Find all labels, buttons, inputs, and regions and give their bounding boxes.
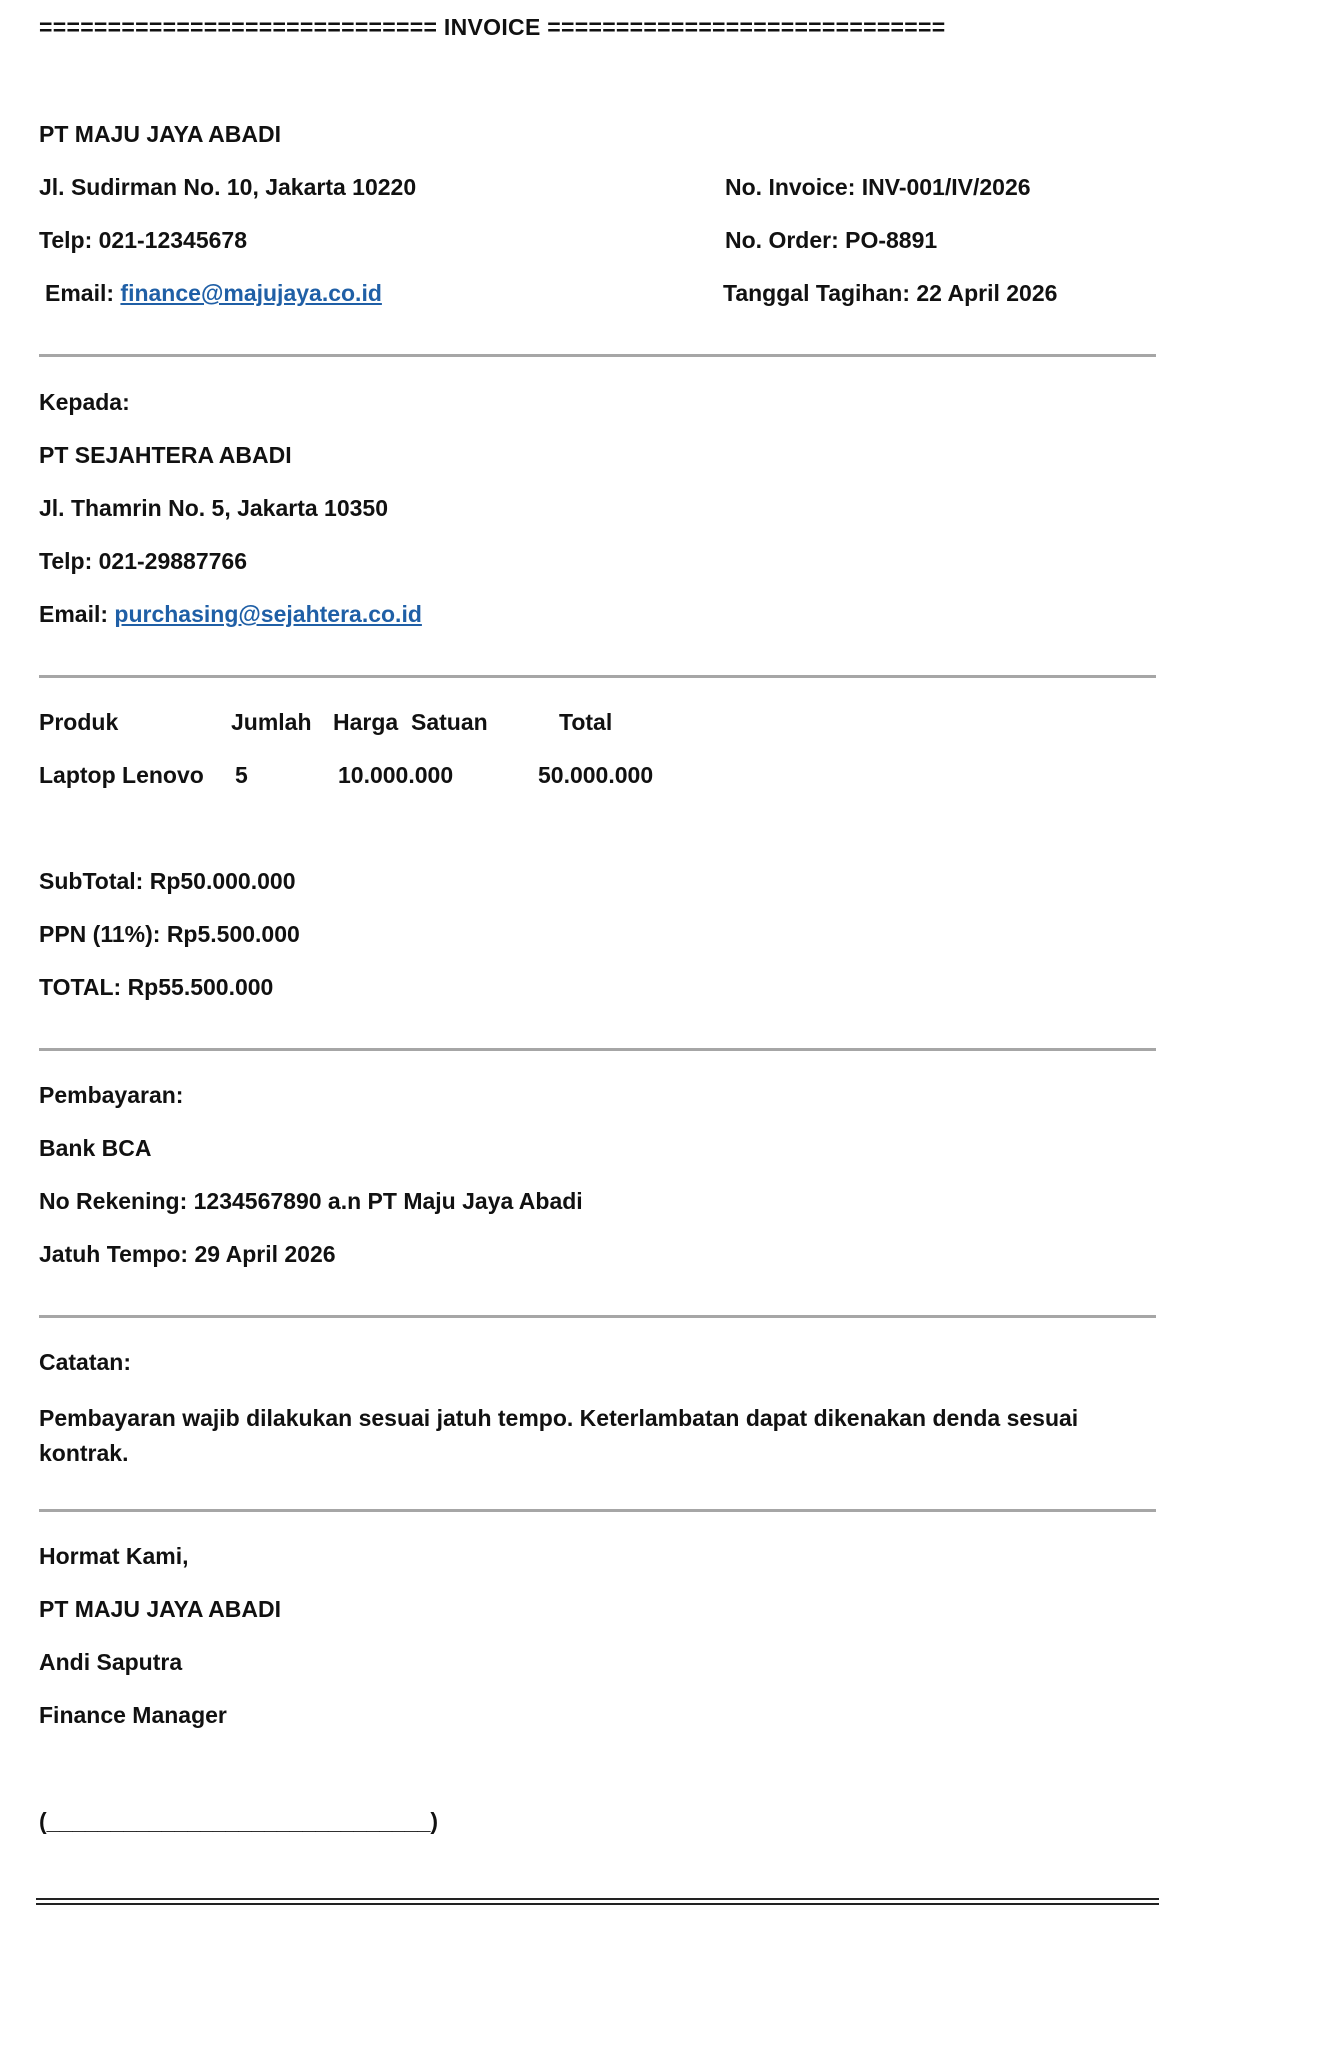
item-unit-price: 10.000.000 — [338, 762, 454, 788]
divider — [39, 1315, 1156, 1318]
item-quantity: 5 — [235, 762, 248, 788]
seller-phone: Telp: 021-12345678 — [39, 227, 247, 253]
column-header-product: Produk — [39, 709, 119, 735]
seller-email-row — [45, 282, 382, 305]
recipient-name: PT SEJAHTERA ABADI — [39, 442, 292, 468]
seller-email-label: Email: — [45, 280, 121, 306]
notes-text: Pembayaran wajib dilakukan sesuai jatuh tempo. Keterlambatan dapat dikenakan denda sesuai kontrak. — [39, 1405, 1079, 1466]
invoice-banner: ============================= INVOICE ============================= — [39, 14, 946, 40]
closing-text: Hormat Kami, — [39, 1543, 189, 1569]
grand-total: TOTAL: Rp55.500.000 — [39, 974, 274, 1000]
divider — [39, 1509, 1156, 1512]
recipient-phone: Telp: 021-29887766 — [39, 548, 247, 574]
divider — [39, 675, 1156, 678]
invoice-number: No. Invoice: INV-001/IV/2026 — [725, 174, 1031, 200]
seller-address: Jl. Sudirman No. 10, Jakarta 10220 — [39, 174, 417, 200]
divider — [39, 354, 1156, 357]
footer-double-rule — [36, 1898, 1159, 1905]
signatory-name: Andi Saputra — [39, 1649, 183, 1675]
payment-bank: Bank BCA — [39, 1135, 152, 1161]
column-header-unit-price: Harga Satuan — [333, 709, 488, 735]
payment-label: Pembayaran: — [39, 1082, 184, 1108]
signature-company: PT MAJU JAYA ABADI — [39, 1596, 281, 1622]
seller-email-link[interactable]: finance@majujaya.co.id — [120, 280, 382, 306]
tax-ppn: PPN (11%): Rp5.500.000 — [39, 921, 300, 947]
signatory-title: Finance Manager — [39, 1702, 227, 1728]
recipient-email-label: Email: — [39, 601, 115, 627]
recipient-email-row — [39, 603, 422, 626]
order-number: No. Order: PO-8891 — [725, 227, 938, 253]
signature-line: (______________________________) — [39, 1808, 439, 1834]
item-product: Laptop Lenovo — [39, 762, 204, 788]
subtotal: SubTotal: Rp50.000.000 — [39, 868, 296, 894]
column-header-total: Total — [559, 709, 613, 735]
payment-due-date: Jatuh Tempo: 29 April 2026 — [39, 1241, 336, 1267]
notes-label: Catatan: — [39, 1349, 132, 1375]
payment-account: No Rekening: 1234567890 a.n PT Maju Jaya Abadi — [39, 1188, 583, 1214]
recipient-email-link[interactable]: purchasing@sejahtera.co.id — [114, 601, 422, 627]
bill-date: Tanggal Tagihan: 22 April 2026 — [723, 280, 1058, 306]
item-total: 50.000.000 — [538, 762, 654, 788]
recipient-label: Kepada: — [39, 389, 130, 415]
divider — [39, 1048, 1156, 1051]
seller-name: PT MAJU JAYA ABADI — [39, 121, 281, 147]
recipient-address: Jl. Thamrin No. 5, Jakarta 10350 — [39, 495, 389, 521]
column-header-quantity: Jumlah — [231, 709, 312, 735]
